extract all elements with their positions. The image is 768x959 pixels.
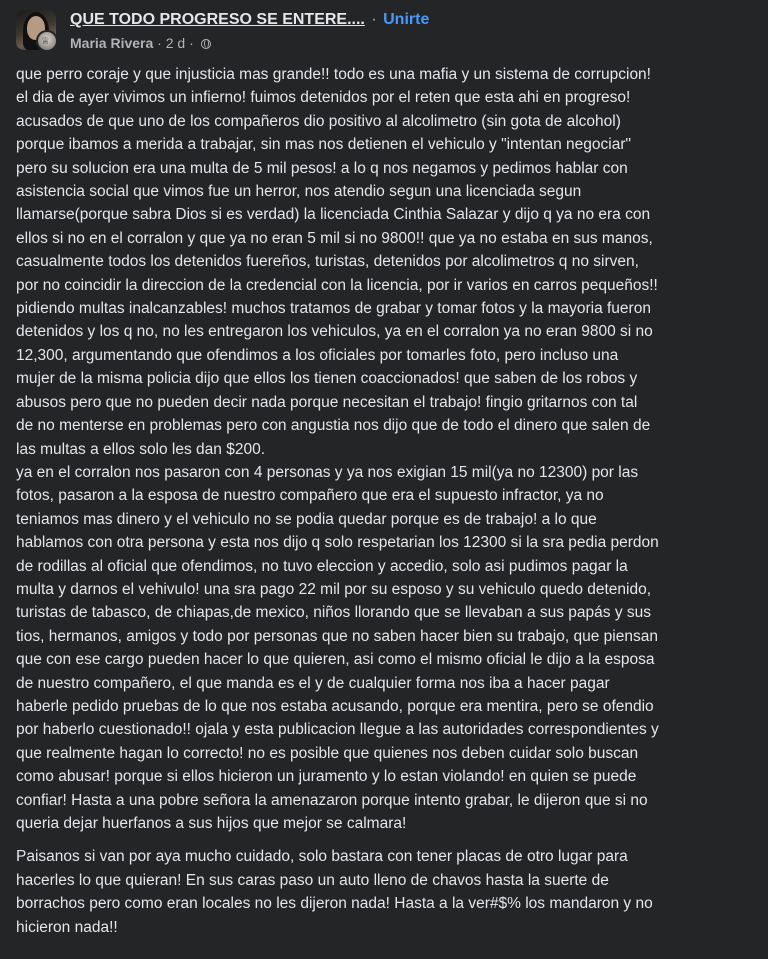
post-body [16, 63, 760, 939]
avatar-stack[interactable] [16, 10, 58, 52]
meta-separator: · [157, 35, 162, 51]
post-paragraph-1: que perro coraje y que injusticia mas grande!! todo es una mafia y un sistema de corrupcion! el dia de ayer vivimos un infierno! fuimos detenidos por el reten que esta ahi en progreso! acusados de que uno de los compañeros dio positivo al alcolimetro (sin gota de alcohol) porque ibamos a merida a trabajar, sin mas nos detienen el vehiculo y "intentan negociar" pero su solucion era una multa de 5 mil pesos! a lo q nos negamos y pedimos hablar con asistencia social que vimos fue un herror, nos atendio segun una licenciada segun llamarse(porque sabra Dios si es verdad) la licenciada Cinthia Salazar y dijo q ya no era con ellos si no en el corralon y que ya no eran 5 mil si no 9800!! que ya no estaba en sus manos, casualmente todos los detenidos fuereños, turistas, detenidos por alcolimetros q no sirven, por no coincidir la direccion de la credencial con la licencia, por ir varios en carros pequeños!! pidiendo multas inalcanzables! muchos tratamos de grabar y tomar fotos y la mayoria fueron detenidos y los q no, no les entregaron los vehiculos, ya en el corralon ya no eran 9800 si no 12,300, argumentando que ofendimos a los oficiales por tomarles foto, pero incluso una mujer de la misma policia dijo que ellos los tienen coaccionados! que saben de los robos y abusos pero que no pueden decir nada porque necesitan el trabajo! fingio gritarnos con tal de no menterse en problemas pero con angustia nos dijo que de todo el dinero que salen de las multas a ellos solo les dan $200. ya en el corralon nos pasaron con 4 personas y ya nos exigian 15 mil(ya no 12300) por las fotos, pasaron a la esposa de nuestro compañero que era el supuesto infractor, ya no teniamos mas dinero y el vehiculo no se podia quedar porque es de trabajo! a lo que hablamos con otra persona y esta nos dijo q solo respetarian los 12300 si la sra pedia perdon de rodillas al oficial que ofendimos, no tuvo eleccion y accedio, solo asi pudimos pagar la multa y darnos el vehivulo! una sra pago 22 mil por su esposo y su vehiculo quedo detenido, turistas de tabasco, de chiapas,de mexico, niños llorando que se llevaban a sus papás y sus tios, hermanos, amigos y todo por personas que no saben hacer bien su trabajo, que piensan que con ese cargo pueden hacer lo que quieren, asi como el mismo oficial le dijo a la esposa de nuestro compañero, el que manda es el y de cualquier forma nos iba a hacer pagar haberle pedido pruebas de lo que nos estaba acusando, porque era mentira, pero se ofendio por haberlo cuestionado!! ojala y esta publicacion llegue a las autoridades correspondientes y que realmente hagan lo correcto! no es posible que quienes nos deben cuidar solo buscan como abusar! porque si ellos hicieron un juramento y lo estan violando! en quien se puede confiar! Hasta a una pobre señora la amenazaron porque intento grabar, le dijeron que si no queria dejar huerfanos a sus hijos que mejor se calmara! [16, 66, 659, 832]
globe-icon[interactable] [201, 39, 211, 49]
post-paragraph-2: Paisanos si van por aya mucho cuidado, solo bastara con tener placas de otro lugar para hacerles lo que quieran! En sus caras paso un auto lleno de chavos hasta la suerte de borrachos pero como eran locales no les dijeron nada! Hasta a la ver#$% los mandaron y no hicieron nada!! [16, 848, 653, 936]
title-line [70, 10, 750, 30]
post-meta [70, 34, 750, 52]
join-group-button[interactable]: Unirte [383, 11, 430, 28]
user-avatar[interactable] [36, 30, 58, 52]
post-header [16, 10, 756, 56]
group-name-link[interactable]: QUE TODO PROGRESO SE ENTERE.... [70, 11, 365, 28]
author-name-link[interactable]: Maria Rivera [70, 35, 154, 51]
meta-separator-2: · [189, 35, 194, 51]
title-separator: · [371, 11, 377, 28]
user-avatar-mark: ♕ [41, 36, 50, 47]
post-timestamp-link[interactable]: 2 d [165, 35, 186, 51]
header-text [70, 10, 750, 52]
